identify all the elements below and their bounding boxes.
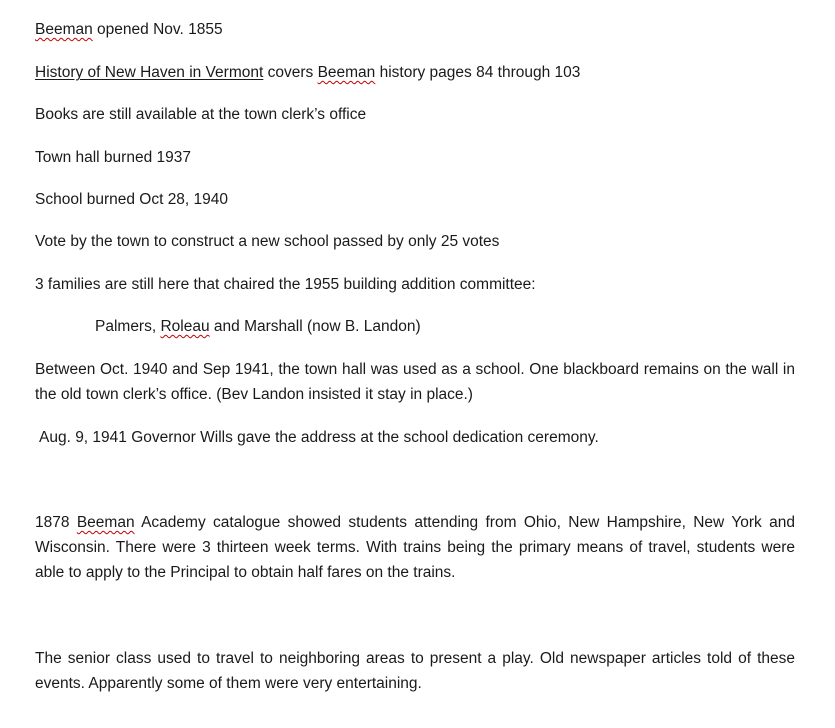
spellcheck-word: Beeman bbox=[317, 64, 376, 81]
line-beeman-opened bbox=[35, 17, 795, 42]
line-dedication: Aug. 9, 1941 Governor Wills gave the address at the school dedication ceremony. bbox=[39, 429, 599, 446]
line-books-available: Books are still available at the town clerk’s office bbox=[35, 106, 367, 123]
text-run: covers bbox=[263, 64, 318, 81]
line-school-burned: School burned Oct 28, 1940 bbox=[35, 191, 229, 208]
paragraph-town-hall-school: Between Oct. 1940 and Sep 1941, the town hall was used as a school. One blackboard remains on the wall in the old town clerk’s office. (Bev Landon insisted it stay in place.) bbox=[35, 361, 795, 403]
line-family-names bbox=[95, 314, 795, 339]
line-families: 3 families are still here that chaired the 1955 building addition committee: bbox=[35, 276, 536, 293]
paragraph-academy-catalogue bbox=[35, 510, 795, 585]
book-title: History of New Haven in Vermont bbox=[35, 64, 264, 81]
text-run: opened Nov. 1855 bbox=[92, 21, 223, 38]
line-history-book bbox=[35, 60, 795, 85]
text-run: and Marshall (now B. Landon) bbox=[209, 318, 421, 335]
text-run: Palmers, bbox=[95, 318, 161, 335]
spellcheck-word: Beeman bbox=[35, 21, 93, 38]
text-run: 1878 bbox=[35, 514, 77, 531]
text-run: Academy catalogue showed students attending from Ohio, New Hampshire, New York and Wisconsin. There were 3 thirteen week terms. With trains being the primary means of travel, students were able to apply to the Principal to obtain half fares on the trains. bbox=[35, 514, 795, 581]
paragraph-senior-class: The senior class used to travel to neighboring areas to present a play. Old newspaper articles told of these events. Apparently some of them were very entertaining. bbox=[35, 650, 795, 692]
line-town-hall-burned: Town hall burned 1937 bbox=[35, 149, 191, 166]
text-run: history pages 84 through 103 bbox=[375, 64, 581, 81]
line-vote: Vote by the town to construct a new school passed by only 25 votes bbox=[35, 233, 500, 250]
spellcheck-word: Roleau bbox=[160, 318, 210, 335]
spellcheck-word: Beeman bbox=[76, 514, 135, 531]
